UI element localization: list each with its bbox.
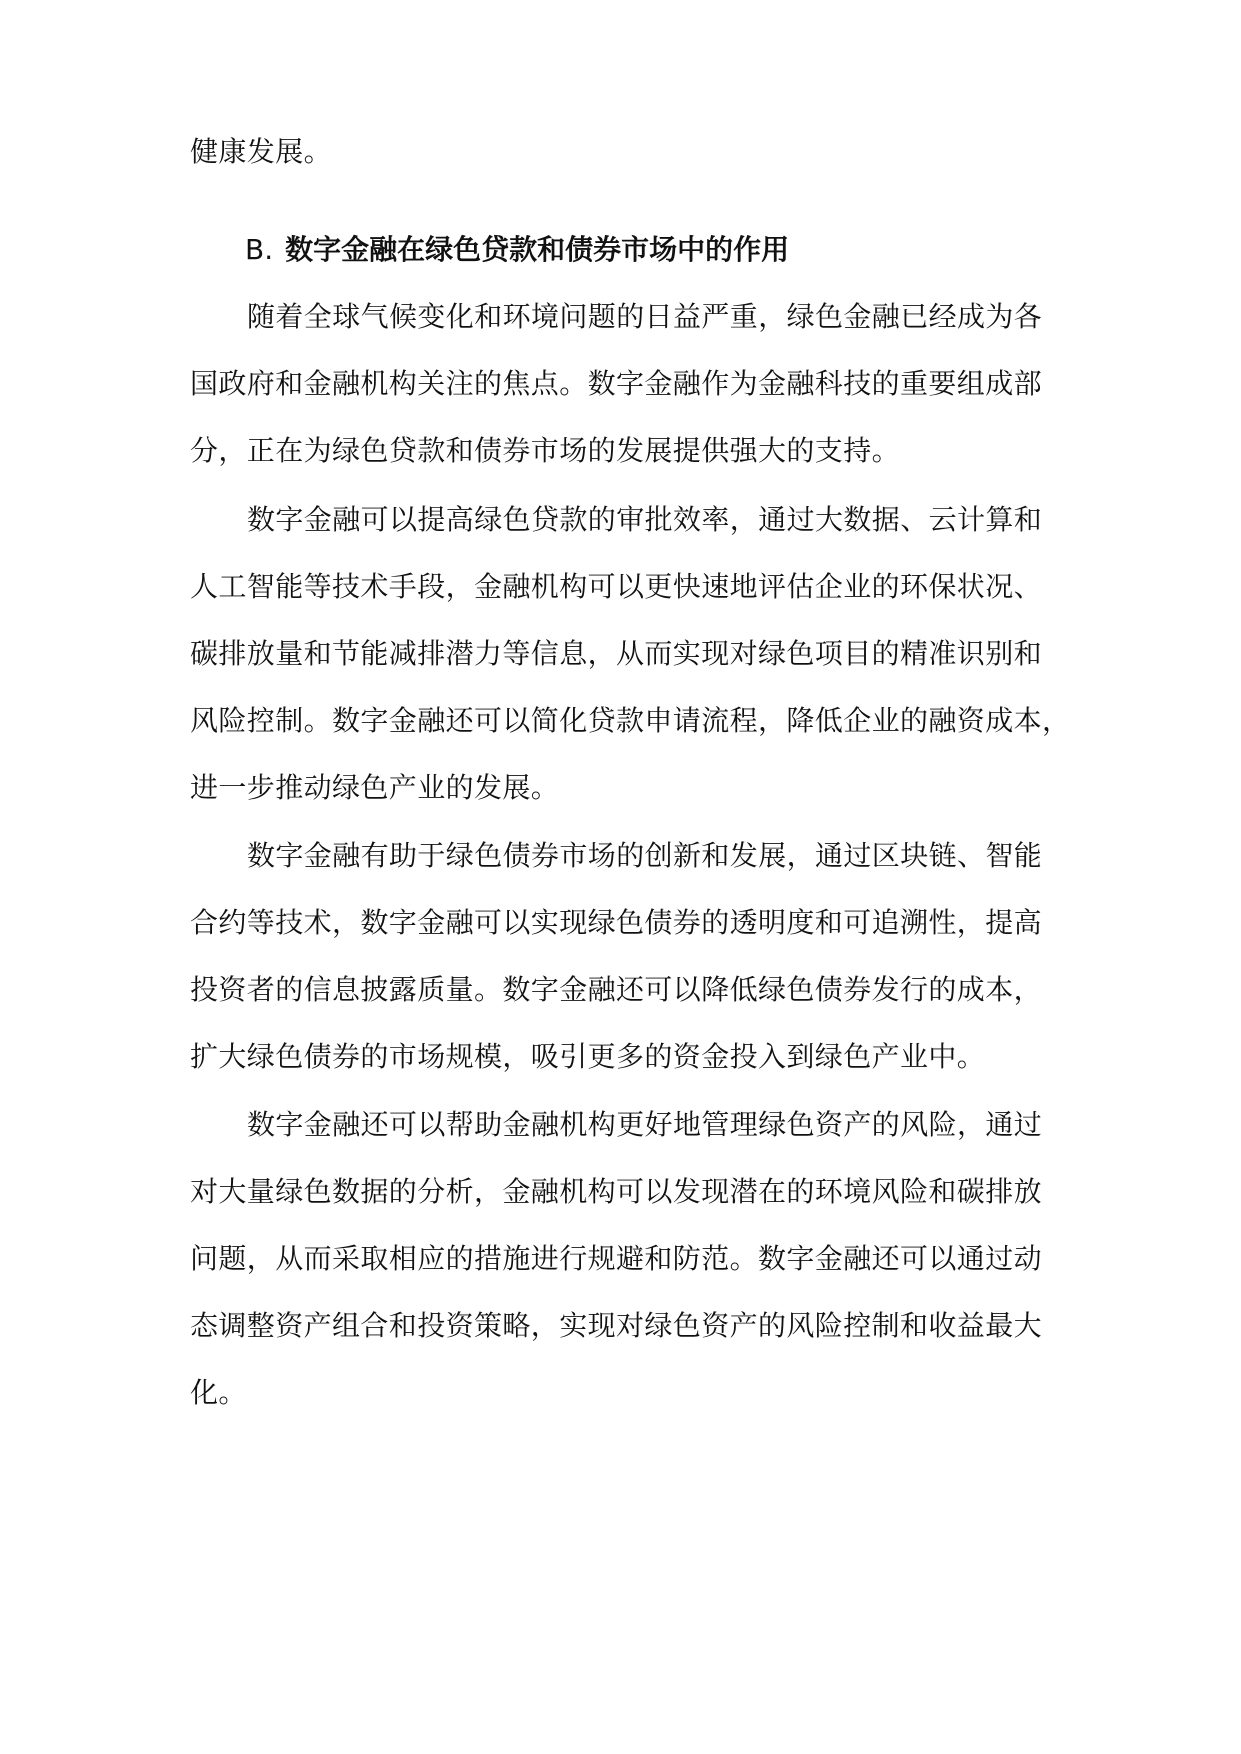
text-line: 风险控制。数字金融还可以简化贷款申请流程，降低企业的融资成本，	[190, 704, 1071, 737]
text-line: 数字金融有助于绿色债券市场的创新和发展，通过区块链、智能	[247, 839, 1043, 872]
text-line: 健康发展。	[190, 135, 333, 168]
text-line: 碳排放量和节能减排潜力等信息，从而实现对绿色项目的精准识别和	[190, 637, 1043, 670]
text-line: 数字金融可以提高绿色贷款的审批效率，通过大数据、云计算和	[247, 503, 1043, 536]
text-line: 国政府和金融机构关注的焦点。数字金融作为金融科技的重要组成部	[190, 367, 1043, 400]
text-line: 问题，从而采取相应的措施进行规避和防范。数字金融还可以通过动	[190, 1242, 1043, 1275]
text-line: 随着全球气候变化和环境问题的日益严重，绿色金融已经成为各	[247, 300, 1043, 333]
text-line: 扩大绿色债券的市场规模，吸引更多的资金投入到绿色产业中。	[190, 1040, 986, 1073]
text-line: 数字金融还可以帮助金融机构更好地管理绿色资产的风险，通过	[247, 1108, 1043, 1141]
text-line: 人工智能等技术手段，金融机构可以更快速地评估企业的环保状况、	[190, 570, 1043, 603]
text-line: 进一步推动绿色产业的发展。	[190, 771, 560, 804]
text-line: 对大量绿色数据的分析，金融机构可以发现潜在的环境风险和碳排放	[190, 1175, 1043, 1208]
text-line: 合约等技术，数字金融可以实现绿色债券的透明度和可追溯性，提高	[190, 906, 1043, 939]
text-line: 化。	[190, 1376, 247, 1409]
text-line: 分，正在为绿色贷款和债券市场的发展提供强大的支持。	[190, 434, 901, 467]
text-line: 投资者的信息披露质量。数字金融还可以降低绿色债券发行的成本，	[190, 973, 1043, 1006]
section-marker: B.	[245, 233, 274, 266]
section-title: 数字金融在绿色贷款和债券市场中的作用	[285, 233, 790, 266]
text-line: 态调整资产组合和投资策略，实现对绿色资产的风险控制和收益最大	[190, 1309, 1043, 1342]
section-heading	[245, 230, 789, 270]
